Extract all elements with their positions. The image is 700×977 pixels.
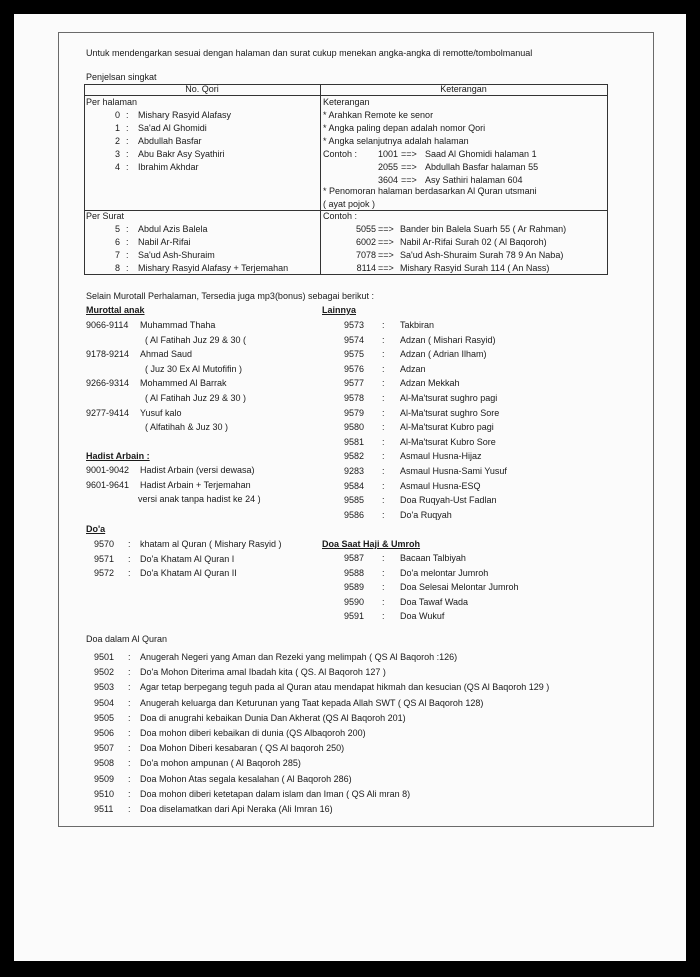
quran-code: 9509	[94, 773, 115, 784]
doa-title: Do'a	[86, 524, 106, 534]
quran-text: Doa mohon diberi kebaikan di dunia (QS Albaqoroh 200)	[140, 728, 366, 738]
lainnya-sep: :	[382, 320, 385, 330]
qori-sep: :	[126, 136, 129, 146]
quran-text: Doa mohon diberi ketetapan dalam islam dan Iman ( QS Ali mran 8)	[140, 788, 411, 799]
qori-number: 3	[114, 149, 120, 159]
contoh-text: Saad Al Ghomidi halaman 1	[425, 149, 537, 159]
doa-text: Do'a Khatam Al Quran II	[140, 568, 237, 579]
quran-text: Doa diselamatkan dari Api Neraka (Ali Imran 16)	[140, 804, 333, 814]
contoh-code: 2055	[377, 162, 398, 172]
hadist-code: 9601-9641	[86, 479, 130, 490]
murottal-text: Ahmad Saud	[140, 349, 193, 360]
lainnya-text: Adzan ( Adrian Ilham)	[400, 349, 487, 360]
quran-code: 9501	[94, 652, 115, 662]
per-surat-label: Per Surat	[86, 211, 125, 221]
contoh-arrow: ==>	[401, 149, 417, 159]
contoh-text: Asy Sathiri halaman 604	[425, 175, 523, 185]
quran-code: 9504	[94, 697, 115, 708]
haji-text: Do'a melontar Jumroh	[400, 567, 489, 578]
contoh-text: Sa'ud Ash-Shuraim Surah 78 9 An Naba)	[400, 250, 564, 260]
contoh-arrow: ==>	[378, 250, 394, 260]
lainnya-sep: :	[382, 334, 385, 345]
haji-code: 9588	[344, 567, 365, 578]
doa-code: 9570	[94, 539, 115, 549]
quran-sep: :	[128, 697, 131, 708]
qori-name: Mishary Rasyid Alafasy + Terjemahan	[138, 263, 289, 273]
quran-sep: :	[128, 728, 131, 738]
doa-sep: :	[128, 568, 131, 579]
murottal-text: Yusuf kalo	[140, 407, 182, 418]
lainnya-text: Adzan Mekkah	[400, 378, 460, 389]
lainnya-text: Asmaul Husna-ESQ	[400, 480, 481, 491]
contoh-arrow: ==>	[378, 237, 394, 247]
penjelasan-title: Penjelsan singkat	[86, 72, 157, 82]
per-halaman-label: Per halaman	[86, 97, 138, 107]
lainnya-text: Adzan ( Mishari Rasyid)	[400, 334, 496, 345]
hadist-text: versi anak tanpa hadist ke 24 )	[138, 494, 261, 505]
qori-name: Sa'ud Ash-Shuraim	[138, 250, 215, 260]
doa-text: Do'a Khatam Al Quran I	[140, 553, 235, 564]
haji-sep: :	[382, 567, 385, 578]
lainnya-text: Al-Ma'tsurat sughro pagi	[400, 393, 498, 403]
qori-sep: :	[126, 123, 129, 133]
quran-code: 9506	[94, 728, 115, 738]
qori-sep: :	[126, 237, 129, 247]
lainnya-text: Adzan	[400, 363, 426, 374]
quran-text: Do'a Mohon Diterima amal Ibadah kita ( QS. Al Baqoroh 127 )	[140, 667, 386, 678]
keterangan-line: * Angka paling depan adalah nomor Qori	[323, 123, 486, 133]
haji-text: Doa Tawaf Wada	[400, 596, 469, 607]
quran-sep: :	[128, 804, 131, 814]
hadist-code: 9001-9042	[86, 465, 130, 475]
qori-name: Sa'ad Al Ghomidi	[138, 123, 207, 133]
qori-sep: :	[126, 149, 129, 159]
lainnya-sep: :	[382, 378, 385, 389]
quran-code: 9508	[94, 758, 115, 769]
selain-text: Selain Murotall Perhalaman, Tersedia juga mp3(bonus) sebagai berikut :	[86, 291, 374, 301]
lainnya-code: 9580	[344, 422, 365, 433]
quran-text: Anugerah keluarga dan Keturunan yang Taat kepada Allah SWT ( QS Al Baqoroh 128)	[140, 697, 484, 708]
contoh2-label: Contoh :	[323, 211, 358, 221]
quran-text: Doa di anugrahi kebaikan Dunia Dan Akherat (QS Al Baqoroh 201)	[140, 712, 406, 723]
qori-number: 6	[114, 237, 120, 247]
contoh-code: 8114	[356, 263, 376, 273]
lainnya-code: 9573	[344, 320, 365, 330]
murottal-code: 9277-9414	[86, 407, 130, 418]
keterangan-line: * Arahkan Remote ke senor	[323, 110, 434, 120]
lainnya-code: 9283	[344, 466, 365, 476]
keterangan-line: * Angka selanjutnya adalah halaman	[323, 136, 469, 146]
haji-title: Doa Saat Haji & Umroh	[322, 539, 421, 549]
haji-sep: :	[382, 582, 385, 593]
contoh-arrow: ==>	[378, 224, 394, 234]
contoh-text: Nabil Ar-Rifai Surah 02 ( Al Baqoroh)	[400, 237, 547, 247]
lainnya-text: Doa Ruqyah-Ust Fadlan	[400, 495, 497, 506]
lainnya-code: 9576	[344, 363, 365, 374]
ayat-pojok-note: ( ayat pojok )	[323, 199, 376, 209]
qori-sep: :	[126, 110, 129, 120]
lainnya-text: Al-Ma'tsurat Kubro Sore	[400, 436, 496, 447]
quran-code: 9510	[94, 788, 115, 799]
contoh-label: Contoh :	[323, 149, 358, 159]
haji-text: Bacaan Talbiyah	[400, 553, 466, 563]
lainnya-code: 9575	[344, 349, 365, 360]
lainnya-code: 9574	[344, 334, 365, 345]
quran-text: Do'a mohon ampunan ( Al Baqoroh 285)	[140, 758, 301, 769]
intro-text: Untuk mendengarkan sesuai dengan halaman dan surat cukup menekan angka-angka di remotte/tombolmanual	[86, 48, 533, 58]
lainnya-sep: :	[382, 436, 385, 447]
murottal-text: ( Al Fatihah Juz 29 & 30 (	[145, 334, 247, 345]
murottal-text: ( Juz 30 Ex Al Mutofifin )	[145, 363, 243, 374]
qori-number: 0	[114, 110, 120, 120]
contoh-code: 6002	[355, 237, 376, 247]
qori-sep: :	[126, 224, 129, 234]
qori-name: Ibrahim Akhdar	[138, 162, 199, 172]
doa-code: 9572	[94, 568, 115, 579]
haji-code: 9590	[344, 596, 365, 607]
haji-text: Doa Selesai Melontar Jumroh	[400, 582, 519, 593]
haji-code: 9591	[344, 611, 365, 622]
haji-sep: :	[382, 596, 385, 607]
hadist-text: Hadist Arbain (versi dewasa)	[140, 465, 255, 475]
penomoran-note: * Penomoran halaman berdasarkan Al Quran utsmani	[323, 186, 537, 196]
qori-name: Nabil Ar-Rifai	[138, 237, 191, 247]
quran-text: Doa Mohon Diberi kesabaran ( QS Al baqoroh 250)	[140, 743, 345, 754]
contoh-arrow: ==>	[401, 175, 417, 185]
quran-code: 9511	[94, 804, 114, 814]
lainnya-sep: :	[382, 393, 385, 403]
qori-number: 7	[114, 250, 120, 260]
hadist-title: Hadist Arbain :	[86, 451, 150, 461]
lainnya-code: 9581	[344, 436, 365, 447]
quran-sep: :	[128, 667, 131, 678]
lainnya-sep: :	[382, 480, 385, 491]
murottal-code: 9066-9114	[86, 320, 129, 330]
qori-number: 4	[114, 162, 120, 172]
quran-title: Doa dalam Al Quran	[86, 634, 168, 644]
lainnya-sep: :	[382, 451, 385, 462]
table-head-keterangan: Keterangan	[440, 84, 487, 94]
hadist-text: Hadist Arbain + Terjemahan	[140, 479, 251, 490]
murottal-code: 9266-9314	[86, 378, 130, 389]
murottal-text: ( Al Fatihah Juz 29 & 30 )	[145, 393, 247, 403]
lainnya-code: 9578	[344, 393, 365, 403]
qori-number: 2	[114, 136, 120, 146]
contoh-arrow: ==>	[378, 263, 394, 273]
quran-text: Anugerah Negeri yang Aman dan Rezeki yang melimpah ( QS Al Baqoroh :126)	[140, 652, 458, 662]
quran-code: 9507	[94, 743, 115, 754]
contoh-text: Bander bin Balela Suarh 55 ( Ar Rahman)	[400, 224, 567, 234]
lainnya-sep: :	[382, 349, 385, 360]
haji-text: Doa Wukuf	[400, 611, 445, 622]
quran-text: Agar tetap berpegang teguh pada al Quran atau mendapat hikmah dan kesucian (QS Al Baqoroh 129 )	[140, 682, 550, 693]
lainnya-sep: :	[382, 407, 385, 418]
doa-sep: :	[128, 539, 131, 549]
quran-sep: :	[128, 743, 131, 754]
contoh-text: Abdullah Basfar halaman 55	[425, 162, 539, 172]
lainnya-code: 9584	[344, 480, 365, 491]
lainnya-sep: :	[382, 495, 385, 506]
lainnya-sep: :	[382, 466, 385, 476]
quran-sep: :	[128, 773, 131, 784]
doa-sep: :	[128, 553, 131, 564]
qori-name: Abdul Azis Balela	[138, 224, 208, 234]
lainnya-text: Do'a Ruqyah	[400, 509, 452, 520]
lainnya-code: 9582	[344, 451, 365, 462]
contoh-code: 7078	[355, 250, 376, 260]
murottal-code: 9178-9214	[86, 349, 130, 360]
quran-sep: :	[128, 652, 131, 662]
murottal-text: Mohammed Al Barrak	[140, 378, 227, 389]
quran-sep: :	[128, 712, 131, 723]
qori-name: Mishary Rasyid Alafasy	[138, 110, 232, 120]
lainnya-text: Al-Ma'tsurat Kubro pagi	[400, 422, 494, 433]
lainnya-code: 9577	[344, 378, 365, 389]
doa-code: 9571	[94, 553, 115, 564]
quran-code: 9502	[94, 667, 115, 678]
lainnya-code: 9586	[344, 509, 365, 520]
lainnya-title: Lainnya	[322, 305, 357, 315]
doa-text: khatam al Quran ( Mishary Rasyid )	[140, 539, 282, 549]
lainnya-sep: :	[382, 422, 385, 433]
contoh-code: 3604	[377, 175, 398, 185]
quran-code: 9503	[94, 682, 115, 693]
qori-name: Abu Bakr Asy Syathiri	[138, 149, 225, 159]
table-head-qori: No. Qori	[185, 84, 219, 94]
lainnya-code: 9579	[344, 407, 365, 418]
qori-number: 5	[114, 224, 120, 234]
quran-sep: :	[128, 788, 131, 799]
contoh-text: Mishary Rasyid Surah 114 ( An Nass)	[400, 263, 550, 273]
lainnya-text: Asmaul Husna-Sami Yusuf	[400, 466, 507, 476]
quran-text: Doa Mohon Atas segala kesalahan ( Al Baqoroh 286)	[140, 773, 352, 784]
haji-code: 9587	[344, 553, 365, 563]
lainnya-text: Asmaul Husna-Hijaz	[400, 451, 482, 462]
quran-sep: :	[128, 682, 131, 693]
lainnya-sep: :	[382, 509, 385, 520]
haji-code: 9589	[344, 582, 365, 593]
lainnya-sep: :	[382, 363, 385, 374]
contoh-code: 1001	[377, 149, 398, 159]
lainnya-text: Al-Ma'tsurat sughro Sore	[400, 407, 500, 418]
murottal-text: Muhammad Thaha	[140, 320, 216, 330]
murottal-title: Murottal anak	[86, 305, 145, 315]
quran-code: 9505	[94, 712, 115, 723]
qori-number: 8	[114, 263, 120, 273]
lainnya-text: Takbiran	[400, 320, 435, 330]
keterangan-line: Keterangan	[323, 97, 370, 107]
lainnya-code: 9585	[344, 495, 365, 506]
haji-sep: :	[382, 553, 385, 563]
contoh-code: 5055	[355, 224, 376, 234]
qori-sep: :	[126, 162, 129, 172]
qori-sep: :	[126, 263, 129, 273]
quran-sep: :	[128, 758, 131, 769]
qori-sep: :	[126, 250, 129, 260]
qori-name: Abdullah Basfar	[138, 136, 202, 146]
contoh-arrow: ==>	[401, 162, 417, 172]
qori-number: 1	[114, 123, 120, 133]
murottal-text: ( Alfatihah & Juz 30 )	[145, 422, 229, 433]
haji-sep: :	[382, 611, 385, 622]
